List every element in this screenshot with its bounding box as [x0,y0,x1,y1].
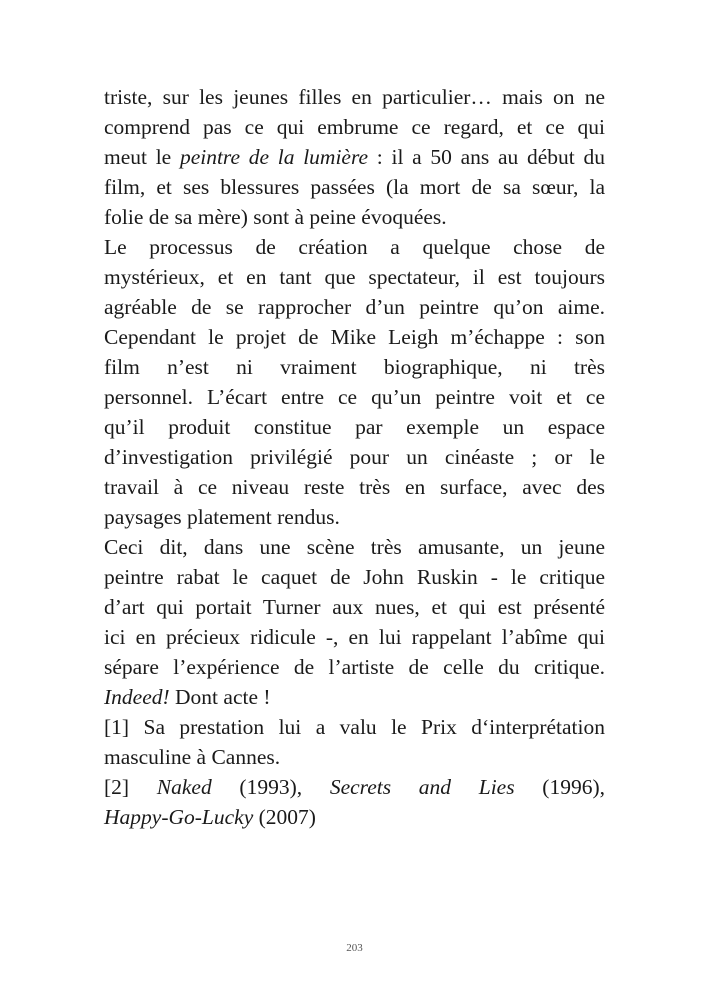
text-segment: mystérieux, et en tant que spectateur, il est toujours [104,265,605,289]
text-line [104,502,605,532]
paragraph [104,772,605,832]
text-segment: Le processus de création a quelque chose de [104,235,605,259]
text-segment: folie de sa mère) sont à peine évoquées. [104,205,447,229]
text-segment: Ceci dit, dans une scène très amusante, un jeune [104,535,605,559]
text-segment: ici en précieux ridicule -, en lui rappelant l’abîme qui [104,625,605,649]
text-segment: masculine à Cannes. [104,745,281,769]
text-line [104,802,605,832]
italic-segment: Secrets and Lies [329,775,515,799]
text-segment: travail à ce niveau reste très en surface, avec des [104,475,605,499]
text-segment: sépare l’expérience de l’artiste de celle du critique. [104,655,605,679]
text-segment: [2] [104,775,157,799]
text-line [104,652,605,682]
text-segment: Dont acte ! [169,685,271,709]
text-line [104,742,605,772]
italic-segment: Naked [156,775,212,799]
text-line [104,352,605,382]
text-segment: personnel. L’écart entre ce qu’un peintre voit et ce [104,385,605,409]
paragraph [104,532,605,712]
text-line [104,592,605,622]
text-segment: qu’il produit constitue par exemple un espace [104,415,605,439]
text-line [104,232,605,262]
text-line [104,322,605,352]
text-line [104,112,605,142]
paragraph [104,712,605,772]
text-line [104,442,605,472]
text-line [104,472,605,502]
text-segment: (1993), [211,775,330,799]
text-segment: : il a 50 ans au début du [368,145,605,169]
text-line [104,412,605,442]
text-segment: (1996), [514,775,605,799]
text-line [104,562,605,592]
paragraph [104,82,605,232]
text-segment: paysages platement rendus. [104,505,340,529]
text-segment: peintre rabat le caquet de John Ruskin - le critique [104,565,605,589]
text-line [104,532,605,562]
text-segment: Cependant le projet de Mike Leigh m’échappe : son [104,325,605,349]
text-line [104,142,605,172]
text-line [104,202,605,232]
text-line [104,172,605,202]
text-segment: film n’est ni vraiment biographique, ni très [104,355,605,379]
text-segment: d’investigation privilégié pour un cinéaste ; or le [104,445,605,469]
text-segment: triste, sur les jeunes filles en particulier… mais on ne [104,85,605,109]
italic-segment: Happy-Go-Lucky [104,805,254,829]
italic-segment: peintre de la lumière [179,145,369,169]
text-line [104,82,605,112]
text-segment: film, et ses blessures passées (la mort de sa sœur, la [104,175,605,199]
text-segment: agréable de se rapprocher d’un peintre qu’on aime. [104,295,605,319]
text-line [104,682,605,712]
text-segment: d’art qui portait Turner aux nues, et qui est présenté [104,595,605,619]
text-segment: [1] Sa prestation lui a valu le Prix d‘interprétation [104,715,605,739]
italic-segment: Indeed! [104,685,170,709]
text-line [104,772,605,802]
text-segment: meut le [104,145,180,169]
text-line [104,712,605,742]
page-number: 203 [346,942,363,954]
text-segment: comprend pas ce qui embrume ce regard, et ce qui [104,115,605,139]
text-line [104,382,605,412]
text-line [104,622,605,652]
text-segment: (2007) [253,805,316,829]
text-line [104,292,605,322]
text-line [104,262,605,292]
paragraph [104,232,605,532]
page-body [104,82,605,832]
text-container [104,82,605,832]
